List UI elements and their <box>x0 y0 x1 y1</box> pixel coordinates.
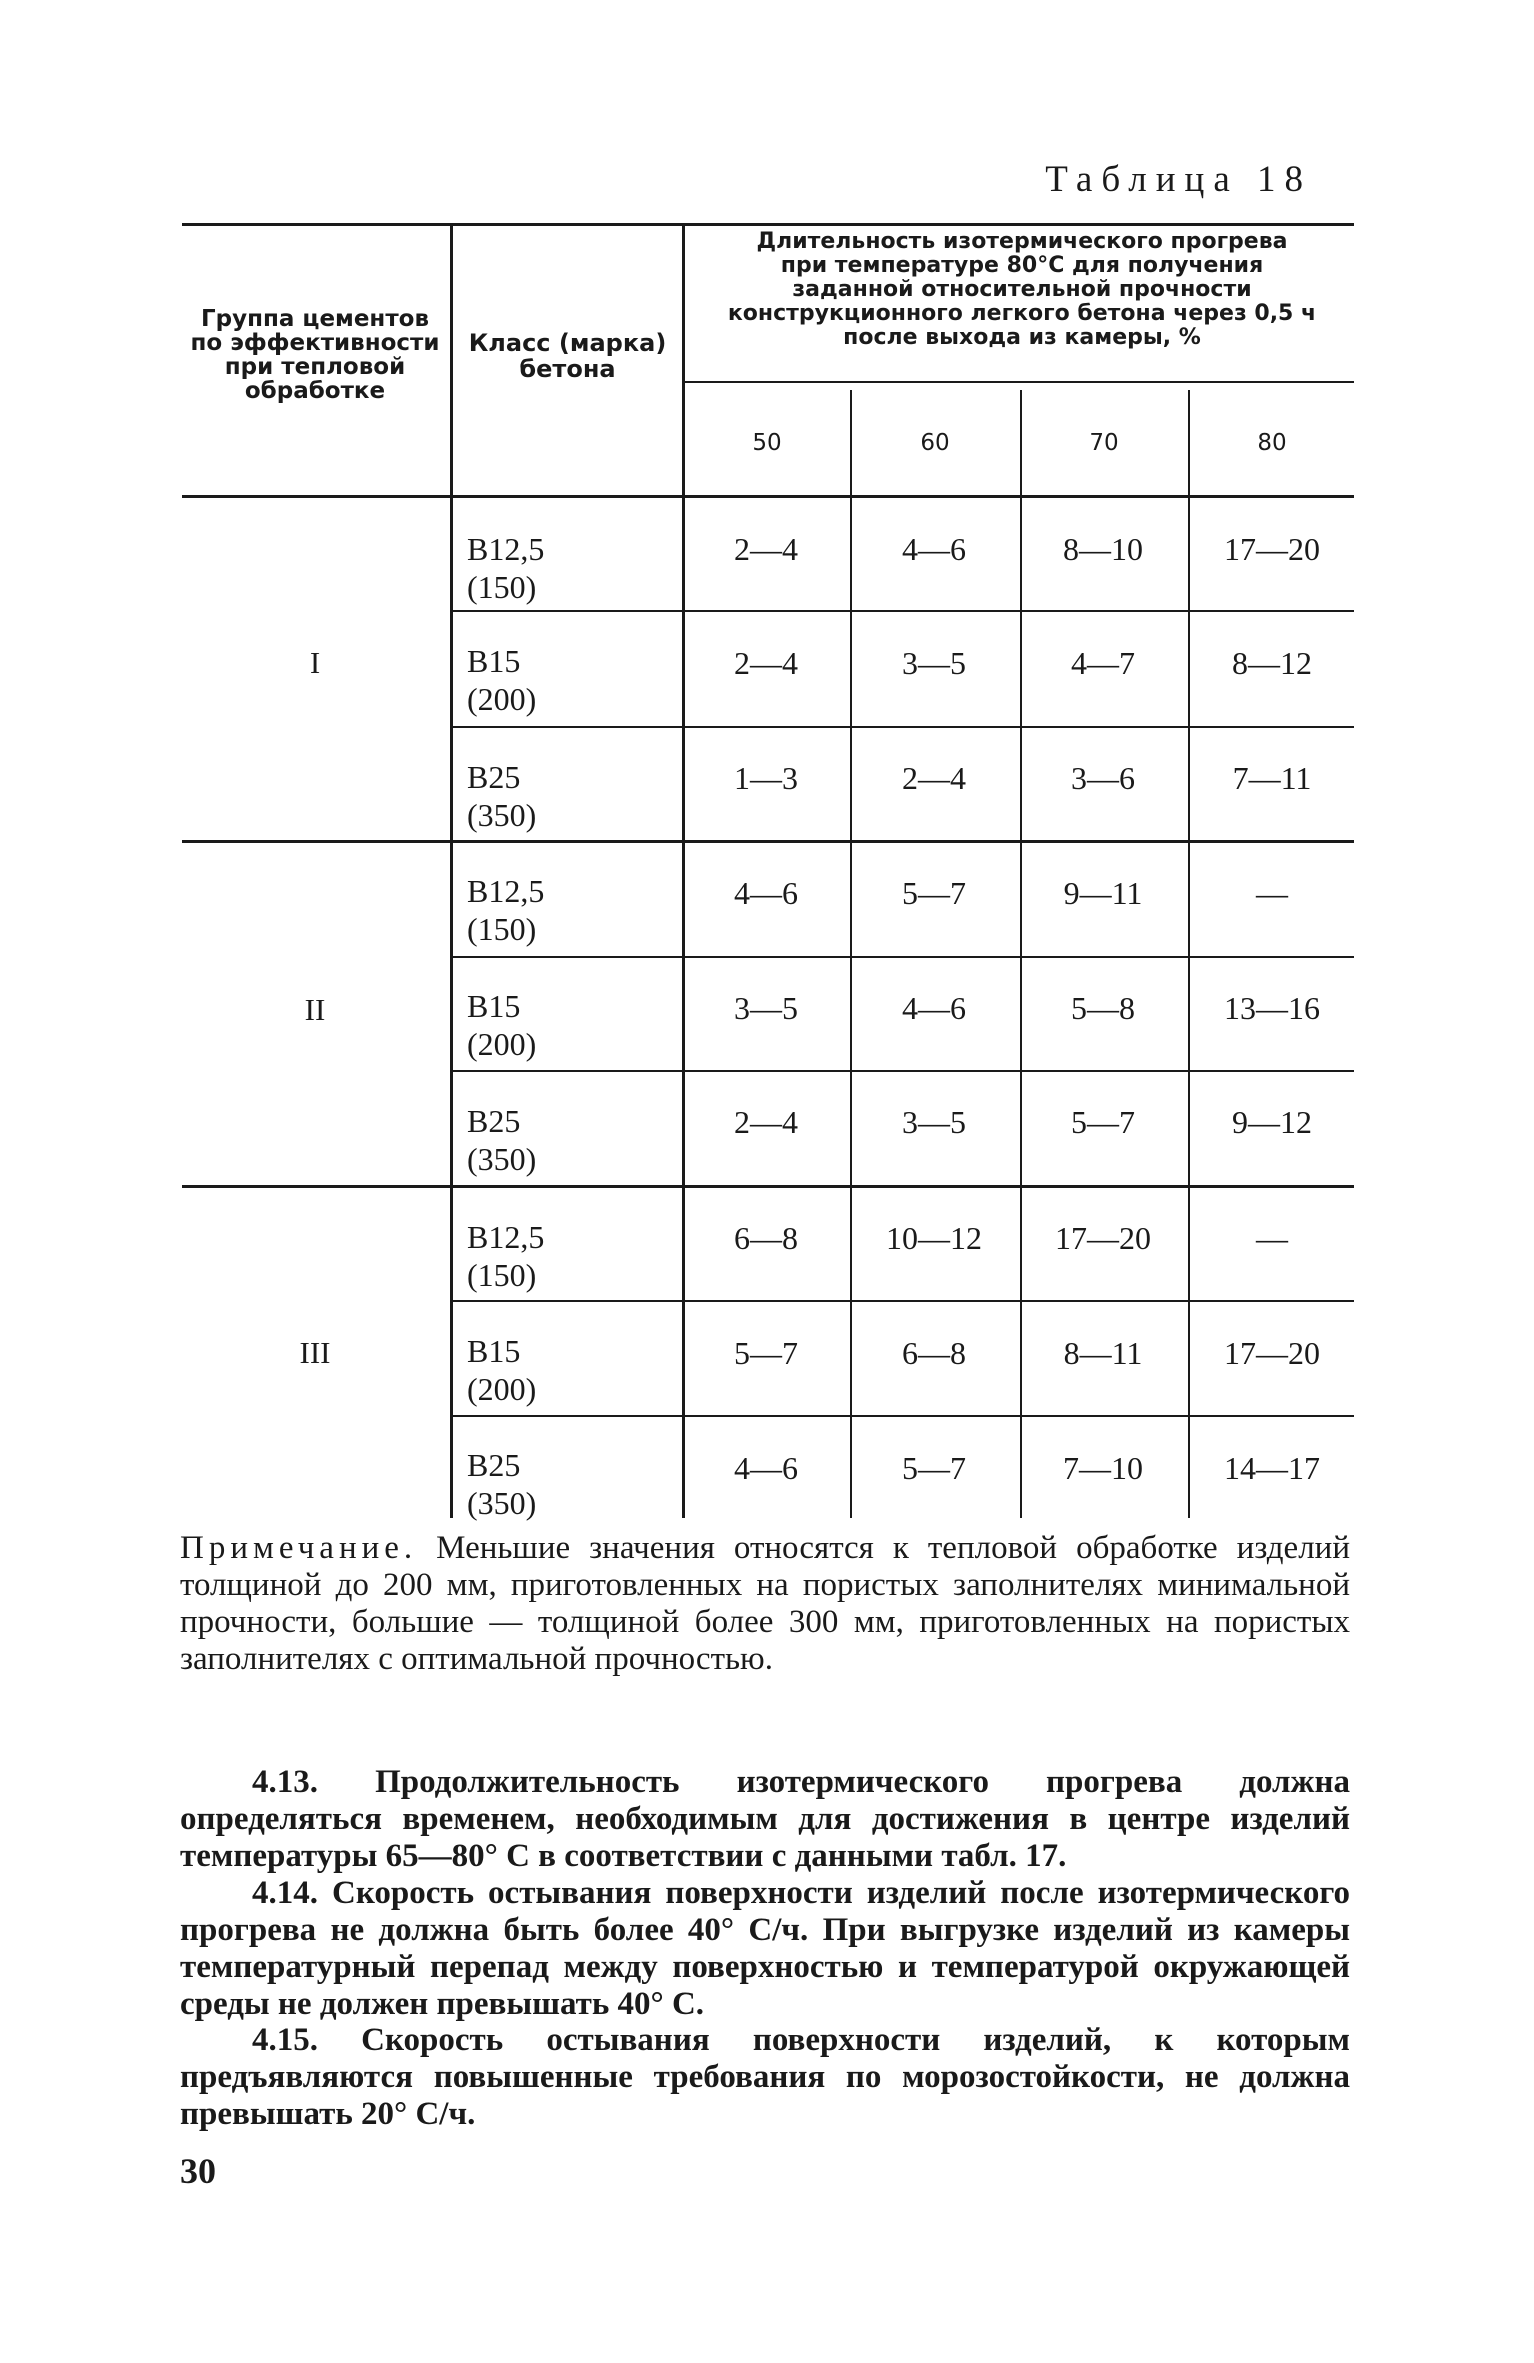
header-line: Длительность изотермического прогрева <box>756 229 1288 254</box>
table-note <box>180 1530 1350 1678</box>
header-group <box>180 307 450 403</box>
class-label: B25 <box>467 1103 521 1139</box>
class-grade: (350) <box>467 1485 537 1521</box>
value-cell: 8—10 <box>1063 531 1143 567</box>
row-divider <box>452 1300 1354 1302</box>
class-grade: (200) <box>467 681 537 717</box>
value-cell: 5—7 <box>734 1335 798 1371</box>
value-cell: 3—6 <box>1071 760 1135 796</box>
class-grade: (150) <box>467 569 537 605</box>
row-divider <box>452 1070 1354 1072</box>
value-cell: 10—12 <box>886 1220 982 1256</box>
column-rule <box>1020 390 1022 1518</box>
class-grade: (200) <box>467 1371 537 1407</box>
value-cell: — <box>1256 875 1288 911</box>
value-cell: 14—17 <box>1224 1450 1320 1486</box>
value-cell: 9—12 <box>1232 1104 1312 1140</box>
column-rule <box>850 390 852 1518</box>
row-divider <box>452 726 1354 728</box>
class-label: B12,5 <box>467 531 545 567</box>
value-cell: 3—5 <box>902 645 966 681</box>
class-label: B15 <box>467 1333 521 1369</box>
class-cell <box>467 1102 667 1178</box>
class-cell <box>467 872 667 948</box>
value-cell: 6—8 <box>734 1220 798 1256</box>
value-cell: 4—6 <box>734 875 798 911</box>
header-line: обработке <box>244 378 386 404</box>
note-label: Примечание. <box>180 1530 418 1566</box>
class-grade: (350) <box>467 797 537 833</box>
column-rule <box>450 223 453 1518</box>
value-cell: 6—8 <box>902 1335 966 1371</box>
class-label: B25 <box>467 1447 521 1483</box>
subheader-50: 50 <box>752 430 782 456</box>
value-cell: 4—6 <box>902 990 966 1026</box>
row-divider <box>452 610 1354 612</box>
header-bottom-rule <box>182 495 1354 498</box>
group-label: I <box>309 645 321 680</box>
value-cell: 2—4 <box>734 1104 798 1140</box>
header-line: по эффективности <box>190 330 440 356</box>
class-label: B12,5 <box>467 873 545 909</box>
value-cell: 1—3 <box>734 760 798 796</box>
value-cell: — <box>1256 1220 1288 1256</box>
paragraph-4-15: 4.15. Скорость остывания поверхности изделий, к которым предъявляются повышенные требования по морозостойкости, не должна превышать 20° С/ч. <box>180 2022 1350 2132</box>
subheader-80: 80 <box>1257 430 1287 456</box>
class-cell <box>467 642 667 718</box>
value-cell: 2—4 <box>902 760 966 796</box>
group-divider <box>182 1185 1354 1188</box>
paragraph-4-13: 4.13. Продолжительность изотермического прогрева должна определяться временем, необходимым для достижения в центре изделий температуры 65—80° С в соответствии с данными табл. 17. <box>180 1764 1350 1874</box>
table-title: Таблица 18 <box>1045 159 1312 200</box>
value-cell: 2—4 <box>734 645 798 681</box>
header-line: Класс (марка) <box>468 329 667 357</box>
value-cell: 5—7 <box>902 1450 966 1486</box>
value-cell: 7—10 <box>1063 1450 1143 1486</box>
class-cell <box>467 1446 667 1522</box>
group-label: II <box>304 992 326 1027</box>
value-cell: 17—20 <box>1055 1220 1151 1256</box>
value-cell: 8—12 <box>1232 645 1312 681</box>
header-sub-rule <box>685 381 1354 383</box>
value-cell: 4—7 <box>1071 645 1135 681</box>
header-line: конструкционного легкого бетона через 0,5 ч <box>727 301 1317 326</box>
value-cell: 7—11 <box>1232 760 1312 796</box>
class-label: B12,5 <box>467 1219 545 1255</box>
subheader-70: 70 <box>1089 430 1119 456</box>
class-grade: (150) <box>467 911 537 947</box>
class-label: B15 <box>467 988 521 1024</box>
header-duration <box>690 230 1354 350</box>
value-cell: 5—8 <box>1071 990 1135 1026</box>
class-grade: (150) <box>467 1257 537 1293</box>
class-label: B15 <box>467 643 521 679</box>
class-grade: (200) <box>467 1026 537 1062</box>
class-label: B25 <box>467 759 521 795</box>
header-line: при тепловой <box>224 354 406 380</box>
header-class <box>455 330 680 382</box>
note-text: Меньшие значения относятся к тепловой обработке изделий толщиной до 200 мм, приготовленных на пористых заполнителях минимальной прочности, большие — толщиной более 300 мм, приготовленных на пористых заполнителях с оптимальной прочностью. <box>180 1530 1350 1677</box>
class-cell <box>467 1218 667 1294</box>
value-cell: 17—20 <box>1224 531 1320 567</box>
header-line: бетона <box>519 355 616 383</box>
column-rule <box>1188 390 1190 1518</box>
page-number: 30 <box>180 2151 216 2191</box>
header-line: при температуре 80°С для получения <box>780 253 1264 278</box>
value-cell: 2—4 <box>734 531 798 567</box>
column-rule <box>682 223 685 1518</box>
class-cell <box>467 530 667 606</box>
row-divider <box>452 956 1354 958</box>
class-cell <box>467 987 667 1063</box>
class-grade: (350) <box>467 1141 537 1177</box>
value-cell: 5—7 <box>902 875 966 911</box>
class-cell <box>467 1332 667 1408</box>
value-cell: 3—5 <box>734 990 798 1026</box>
group-divider <box>182 840 1354 843</box>
value-cell: 13—16 <box>1224 990 1320 1026</box>
value-cell: 9—11 <box>1063 875 1143 911</box>
header-line: заданной относительной прочности <box>792 277 1252 302</box>
header-line: Группа цементов <box>200 306 430 332</box>
value-cell: 17—20 <box>1224 1335 1320 1371</box>
subheader-60: 60 <box>920 430 950 456</box>
class-cell <box>467 758 667 834</box>
paragraph-4-14: 4.14. Скорость остывания поверхности изделий после изотермического прогрева не должна быть более 40° С/ч. При выгрузке изделий из камеры температурный перепад между поверхностью и температурой окружающей среды не должен превышать 40° С. <box>180 1875 1350 2022</box>
value-cell: 5—7 <box>1071 1104 1135 1140</box>
table-top-rule <box>182 223 1354 226</box>
row-divider <box>452 1415 1354 1417</box>
header-line: после выхода из камеры, % <box>843 325 1201 350</box>
value-cell: 4—6 <box>902 531 966 567</box>
value-cell: 8—11 <box>1063 1335 1143 1371</box>
value-cell: 3—5 <box>902 1104 966 1140</box>
value-cell: 4—6 <box>734 1450 798 1486</box>
group-label: III <box>299 1335 331 1370</box>
